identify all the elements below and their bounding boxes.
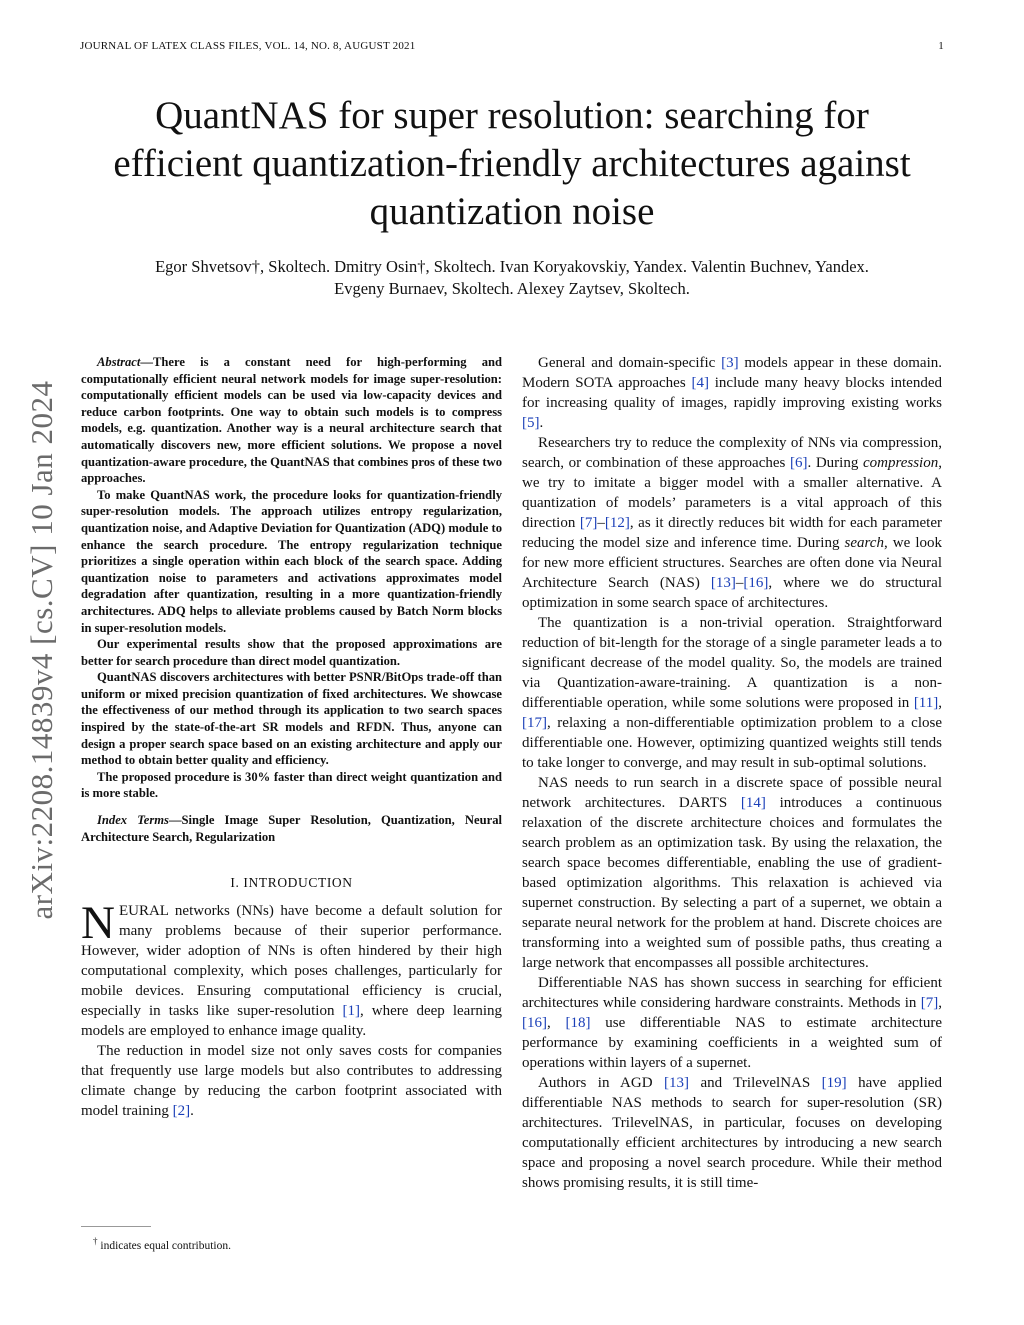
running-head xyxy=(80,40,944,52)
citation-link[interactable]: [16] xyxy=(522,1015,547,1031)
citation-link[interactable]: [11] xyxy=(913,695,939,711)
abstract-label: Abstract xyxy=(97,355,141,369)
citation-link[interactable]: [5] xyxy=(522,415,540,431)
citation-link[interactable]: [7] xyxy=(920,995,939,1011)
body-paragraph: NAS needs to run search in a discrete space of possible neural network architectures. DARTS [14] introduces a continuous relaxation of the discrete architecture choices and formulates the search problem as an optimization task. By using the relaxation, the search space becomes differentiable, enabling the use of gradient-based optimization algorithms. This relaxation is achieved via supernet construction. By selecting a part of a supernet, we obtain a separate neural network for the problem at hand. Discrete choices are transforming into a weighted sum of possible paths, thus creating a large network that encompasses all possible architectures. xyxy=(522,775,942,971)
citation-link[interactable]: [13] xyxy=(710,575,736,591)
abstract-paragraph: QuantNAS discovers architectures with better PSNR/BitOps trade-off than uniform or mixed precision quantization of fixed architectures. We showcase the effectiveness of our method through its application to two search spaces inspired by the state-of-the-art SR models and RFDN. Thus, anyone can design a proper search space based on an existing architecture and apply our method to obtain better quality and efficiency. xyxy=(81,670,502,768)
body-paragraph: The reduction in model size not only saves costs for companies that frequently use large models but also contributes to addressing climate change by reducing the carbon footprint associated with model training [2]. xyxy=(81,1043,502,1120)
citation-link[interactable]: [17] xyxy=(522,715,547,731)
abstract xyxy=(81,354,502,802)
citation-link[interactable]: [2] xyxy=(172,1103,191,1120)
journal-header: JOURNAL OF LATEX CLASS FILES, VOL. 14, NO. 8, AUGUST 2021 xyxy=(80,40,416,52)
citation-link[interactable]: [13] xyxy=(664,1075,689,1091)
drop-cap: N xyxy=(81,897,115,950)
citation-link[interactable]: [18] xyxy=(565,1015,591,1031)
section-heading-introduction: I. INTRODUCTION xyxy=(230,875,353,891)
citation-link[interactable]: [16] xyxy=(743,575,769,591)
footnote: † indicates equal contribution. xyxy=(93,1236,231,1252)
arxiv-identifier: arXiv:2208.14839v4 [cs.CV] 10 Jan 2024 xyxy=(24,380,59,920)
title-line-2: efficient quantization-friendly architectures against xyxy=(113,142,911,185)
left-column xyxy=(81,354,502,1121)
body-paragraph: General and domain-specific [3] models appear in these domain. Modern SOTA approaches [4] include many heavy blocks intended for increasing quality of images, rapidly improving existing works [5]. xyxy=(522,355,942,431)
page-number: 1 xyxy=(938,40,944,52)
author-list xyxy=(60,256,964,300)
citation-link[interactable]: [19] xyxy=(821,1075,847,1091)
footnote-mark: † xyxy=(93,1236,98,1246)
paper-title xyxy=(60,92,964,236)
citation-link[interactable]: [4] xyxy=(691,375,709,391)
abstract-paragraph: Abstract—There is a constant need for high-performing and computationally efficient neural network models for image super-resolution: computationally efficient models can be used via low-capacity devices and reduce carbon footprints. One way to obtain such models is to compress models, e.g. quantization. Another way is a neural architecture search that automatically discovers new, more efficient solutions. We propose a novel quantization-aware procedure, the QuantNAS that combines pros of these two approaches. xyxy=(81,355,502,486)
introduction-text xyxy=(81,897,502,1121)
index-terms-label: Index Terms xyxy=(97,813,169,828)
body-paragraph: Researchers try to reduce the complexity of NNs via compression, search, or combination of these approaches [6]. During compression, we try to imitate a bigger model with a smaller alternative. A quantization of models’ parameters is a vital approach of this direction [7]–[12], as it directly reduces bit width for each parameter reducing the model size and inference time. During search, we look for new more efficient structures. Searches are often done via Neural Architecture Search (NAS) [13]–[16], where we do structural optimization in some search space of architectures. xyxy=(522,435,943,611)
citation-link[interactable]: [7] xyxy=(579,515,598,531)
body-paragraph: NEURAL networks (NNs) have become a default solution for many problems because of their superior performance. However, wider adoption of NNs is often hindered by their high computational complexity, which poses challenges, particularly for mobile devices. Ensuring computational efficiency is crucial, especially in tasks like super-resolution [1], where deep learning models are employed to enhance image quality. xyxy=(81,897,502,1040)
abstract-paragraph: Our experimental results show that the proposed approximations are better for search procedure than direct model quantization. xyxy=(81,637,502,668)
citation-link[interactable]: [14] xyxy=(740,795,766,811)
index-terms: Index Terms—Single Image Super Resolution, Quantization, Neural Architecture Search, Regularization xyxy=(81,813,502,844)
body-paragraph: The quantization is a non-trivial operation. Straightforward reduction of bit-length for the storage of a single parameter leads a to significant decrease of the model quality. So, the models are trained via Quantization-aware-training. A quantization is a non-differentiable operation, while some solutions were proposed in [11], [17], relaxing a non-differentiable optimization problem to a close differentiable one. However, optimizing quantized weights still tends to take longer to converge, and may result in sub-optimal solutions. xyxy=(522,615,942,771)
authors-line-2: Evgeny Burnaev, Skoltech. Alexey Zaytsev, Skoltech. xyxy=(334,279,690,298)
authors-line-1: Egor Shvetsov†, Skoltech. Dmitry Osin†, Skoltech. Ivan Koryakovskiy, Yandex. Valentin Buchnev, Yandex. xyxy=(155,257,869,276)
citation-link[interactable]: [6] xyxy=(789,455,808,471)
body-paragraph: Authors in AGD [13] and TrilevelNAS [19] have applied differentiable NAS methods to search for super-resolution (SR) architectures. TrilevelNAS, in particular, focuses on developing computationally efficient architectures by introducing a new search space and proposing a novel search procedure. While their method shows promising results, it is still time- xyxy=(522,1075,943,1191)
arxiv-stamp xyxy=(22,355,62,945)
title-line-3: quantization noise xyxy=(369,190,655,233)
abstract-paragraph: The proposed procedure is 30% faster than direct weight quantization and is more stable. xyxy=(81,769,502,801)
citation-link[interactable]: [12] xyxy=(604,515,630,531)
right-column xyxy=(522,353,942,1193)
abstract-paragraph: To make QuantNAS work, the procedure looks for quantization-friendly super-resolution models. The approach utilizes entropy regularization, quantization noise, and Adaptive Deviation for Quantization (ADQ) module to enhance the search procedure. The entropy regularization technique prioritizes a single operation within each block of the search space. Adding quantization noise to parameters and activations approximates model degradation after quantization, resulting in a more quantization-friendly architectures. ADQ helps to alleviate problems caused by Batch Norm blocks in super-resolution models. xyxy=(81,487,502,635)
body-paragraph: Differentiable NAS has shown success in searching for efficient architectures while considering hardware constraints. Methods in [7], [16], [18] use differentiable NAS to estimate architecture performance by examining coefficients in a weighted sum of operations within layers of a supernet. xyxy=(522,975,943,1071)
citation-link[interactable]: [3] xyxy=(721,355,739,371)
citation-link[interactable]: [1] xyxy=(342,1003,361,1020)
title-line-1: QuantNAS for super resolution: searching for xyxy=(155,94,869,137)
footnote-rule xyxy=(81,1226,151,1227)
